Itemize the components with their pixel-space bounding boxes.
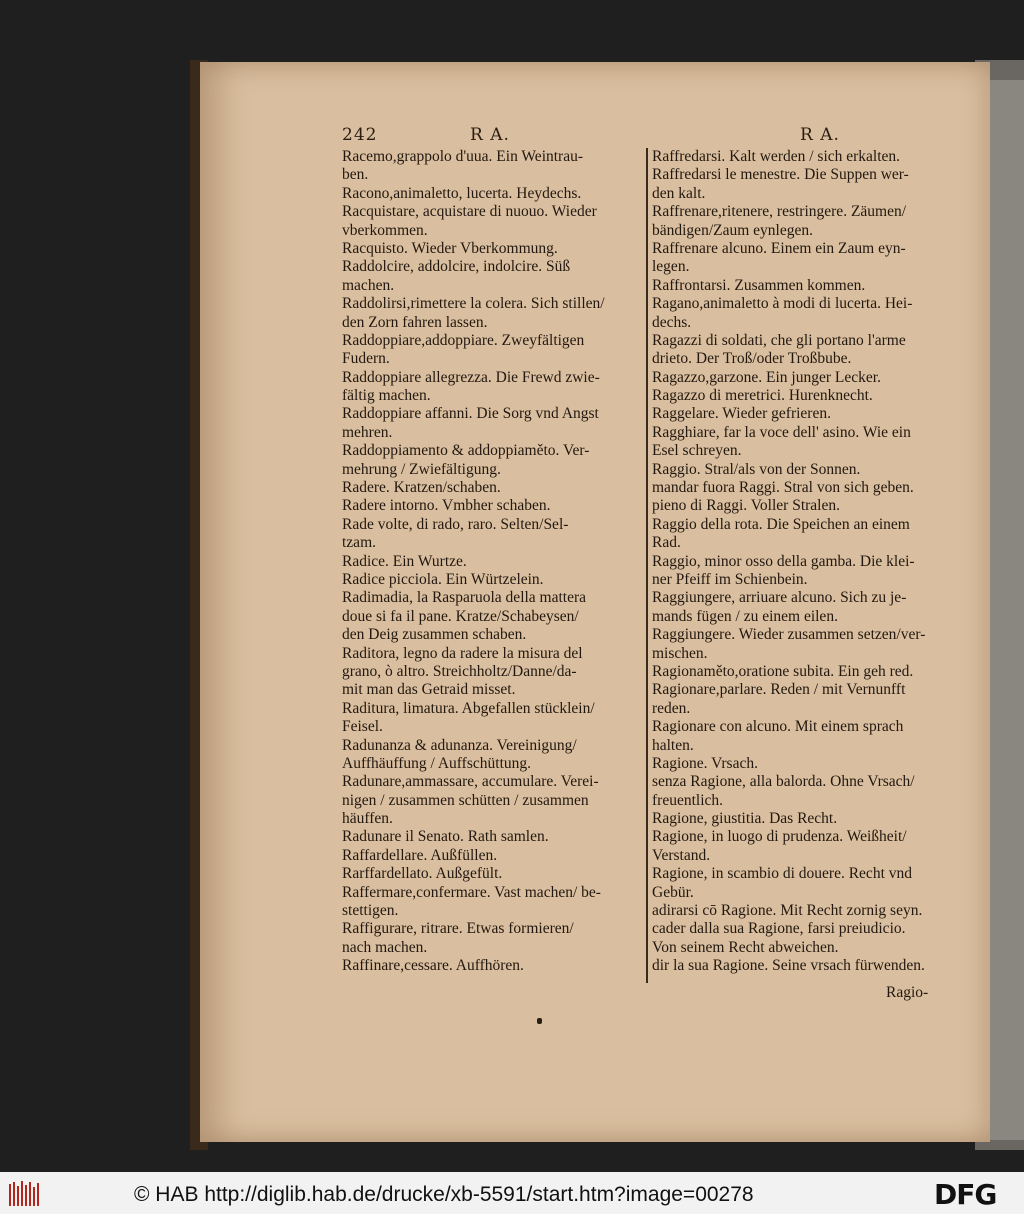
text-line: bändigen/Zaum eynlegen. bbox=[652, 221, 813, 239]
text-line: Rade volte, di rado, raro. Selten/Sel- bbox=[342, 515, 569, 533]
text-line: Ragione, in scambio di douere. Recht vnd bbox=[652, 865, 912, 883]
text-line: stettigen. bbox=[342, 902, 399, 920]
text-line: cader dalla sua Ragione, farsi preiudicio. bbox=[652, 920, 906, 938]
text-line: Raffrontarsi. Zusammen kommen. bbox=[652, 276, 866, 294]
text-line: Verstand. bbox=[652, 846, 711, 864]
text-line: Ragazzo di meretrici. Hurenknecht. bbox=[652, 387, 873, 405]
text-line: mehren. bbox=[342, 423, 393, 441]
copyright-url[interactable]: © HAB http://diglib.hab.de/drucke/xb-5591/start.htm?image=00278 bbox=[134, 1183, 754, 1206]
text-line: Raddoppiamento & addoppiaměto. Ver- bbox=[342, 442, 590, 460]
ink-mark bbox=[537, 1018, 542, 1024]
right-running-header: R A. bbox=[800, 125, 840, 145]
text-line: dir la sua Ragione. Seine vrsach fürwenden. bbox=[652, 957, 925, 975]
text-line: mandar fuora Raggi. Stral von sich geben. bbox=[652, 479, 914, 497]
text-line: Von seinem Recht abweichen. bbox=[652, 938, 839, 956]
text-line: den kalt. bbox=[652, 184, 706, 202]
text-line: Ragionaměto,oratione subita. Ein geh red. bbox=[652, 662, 914, 680]
text-line: Raffardellare. Außfüllen. bbox=[342, 846, 498, 864]
text-line: Radere. Kratzen/schaben. bbox=[342, 479, 501, 497]
text-line: Raditura, limatura. Abgefallen stücklein/ bbox=[342, 699, 595, 717]
text-line: Raddolcire, addolcire, indolcire. Süß bbox=[342, 258, 571, 276]
text-line: Ragione, in luogo di prudenza. Weißheit/ bbox=[652, 828, 907, 846]
text-line: Raggiungere, arriuare alcuno. Sich zu je- bbox=[652, 589, 907, 607]
text-line: Radice. Ein Wurtze. bbox=[342, 552, 467, 570]
text-line: Raggio della rota. Die Speichen an einem bbox=[652, 515, 910, 533]
text-line: drieto. Der Troß/oder Troßbube. bbox=[652, 350, 852, 368]
text-line: Raggio. Stral/als von der Sonnen. bbox=[652, 460, 861, 478]
text-line: mit man das Getraid misset. bbox=[342, 681, 516, 699]
text-line: Raggelare. Wieder gefrieren. bbox=[652, 405, 831, 423]
column-divider bbox=[646, 148, 648, 983]
text-line: Raffermare,confermare. Vast machen/ be- bbox=[342, 883, 601, 901]
text-line: den Zorn fahren lassen. bbox=[342, 313, 488, 331]
text-line: Raffrenare,ritenere, restringere. Zäumen/ bbox=[652, 203, 907, 221]
text-line: pieno di Raggi. Voller Stralen. bbox=[652, 497, 840, 515]
text-line: Ragionare con alcuno. Mit einem sprach bbox=[652, 718, 904, 736]
text-line: Racquistare, acquistare di nuouo. Wieder bbox=[342, 203, 597, 221]
left-column bbox=[342, 148, 638, 976]
text-line: Raffinare,cessare. Auffhören. bbox=[342, 957, 524, 975]
text-line: fältig machen. bbox=[342, 387, 431, 405]
right-column bbox=[652, 148, 948, 976]
text-line: Raffredarsi. Kalt werden / sich erkalten. bbox=[652, 148, 901, 165]
text-line: reden. bbox=[652, 699, 691, 717]
text-line: Raditora, legno da radere la misura del bbox=[342, 644, 583, 662]
text-line: Ragionare,parlare. Reden / mit Vernunfft bbox=[652, 681, 906, 699]
text-line: ben. bbox=[342, 166, 369, 184]
text-line: Ragione, giustitia. Das Recht. bbox=[652, 810, 838, 828]
text-line: nigen / zusammen schütten / zusammen bbox=[342, 791, 589, 809]
catchword: Ragio- bbox=[886, 984, 929, 1001]
text-line: Feisel. bbox=[342, 718, 383, 736]
text-line: Raggiungere. Wieder zusammen setzen/ver- bbox=[652, 626, 926, 644]
text-line: Raddolirsi,rimettere la colera. Sich stillen/ bbox=[342, 295, 605, 313]
text-line: tzam. bbox=[342, 534, 376, 552]
text-line: Rarffardellato. Außgefült. bbox=[342, 865, 503, 883]
text-line: Esel schreyen. bbox=[652, 442, 742, 460]
text-line: Racemo,grappolo d'uua. Ein Weintrau- bbox=[342, 148, 584, 165]
text-line: den Deig zusammen schaben. bbox=[342, 626, 527, 644]
text-line: legen. bbox=[652, 258, 690, 276]
text-line: Raffrenare alcuno. Einem ein Zaum eyn- bbox=[652, 239, 906, 257]
page-number: 242 bbox=[342, 125, 378, 145]
text-line: häuffen. bbox=[342, 810, 393, 828]
text-line: ner Pfeiff im Schienbein. bbox=[652, 570, 808, 588]
left-running-header: R A. bbox=[470, 125, 510, 145]
text-line: Gebür. bbox=[652, 883, 694, 901]
text-line: Radunare il Senato. Rath samlen. bbox=[342, 828, 549, 846]
text-line: Radice picciola. Ein Würtzelein. bbox=[342, 570, 544, 588]
text-line: mischen. bbox=[652, 644, 708, 662]
text-line: senza Ragione, alla balorda. Ohne Vrsach/ bbox=[652, 773, 915, 791]
text-line: Radimadia, la Rasparuola della mattera bbox=[342, 589, 587, 607]
text-line: Rad. bbox=[652, 534, 681, 552]
text-line: mands fügen / zu einem eilen. bbox=[652, 607, 838, 625]
text-line: mehrung / Zwiefältigung. bbox=[342, 460, 501, 478]
text-line: Raddoppiare allegrezza. Die Frewd zwie- bbox=[342, 368, 600, 386]
hab-logo-icon[interactable] bbox=[6, 1178, 44, 1210]
text-line: halten. bbox=[652, 736, 694, 754]
text-line: nach machen. bbox=[342, 938, 428, 956]
text-line: Radunare,ammassare, accumulare. Verei- bbox=[342, 773, 599, 791]
text-line: Raffigurare, ritrare. Etwas formieren/ bbox=[342, 920, 574, 938]
text-line: Radere intorno. Vmbher schaben. bbox=[342, 497, 551, 515]
text-line: Radunanza & adunanza. Vereinigung/ bbox=[342, 736, 577, 754]
text-line: Raddoppiare affanni. Die Sorg vnd Angst bbox=[342, 405, 599, 423]
text-line: adirarsi cō Ragione. Mit Recht zornig seyn. bbox=[652, 902, 923, 920]
text-line: Ragione. Vrsach. bbox=[652, 754, 758, 772]
text-line: Ragghiare, far la voce dell' asino. Wie ein bbox=[652, 423, 911, 441]
text-line: Racono,animaletto, lucerta. Heydechs. bbox=[342, 184, 582, 202]
text-line: doue si fa il pane. Kratze/Schabeysen/ bbox=[342, 607, 579, 625]
text-line: Ragazzi di soldati, che gli portano l'arme bbox=[652, 331, 906, 349]
text-line: Ragano,animaletto à modi di lucerta. Hei- bbox=[652, 295, 913, 313]
text-line: Raddoppiare,addoppiare. Zweyfältigen bbox=[342, 331, 585, 349]
text-line: dechs. bbox=[652, 313, 692, 331]
dfg-logo[interactable]: DFG bbox=[934, 1178, 997, 1211]
text-line: Raggio, minor osso della gamba. Die klei- bbox=[652, 552, 915, 570]
text-line: vberkommen. bbox=[342, 221, 428, 239]
text-line: freuentlich. bbox=[652, 791, 724, 809]
text-line: Auffhäuffung / Auffschüttung. bbox=[342, 754, 531, 772]
facing-page-edge-light bbox=[985, 80, 1024, 1140]
text-line: machen. bbox=[342, 276, 395, 294]
text-line: grano, ò altro. Streichholtz/Danne/da- bbox=[342, 662, 577, 680]
text-line: Fudern. bbox=[342, 350, 390, 368]
text-line: Ragazzo,garzone. Ein junger Lecker. bbox=[652, 368, 881, 386]
text-line: Racquisto. Wieder Vberkommung. bbox=[342, 239, 558, 257]
text-line: Raffredarsi le menestre. Die Suppen wer- bbox=[652, 166, 909, 184]
